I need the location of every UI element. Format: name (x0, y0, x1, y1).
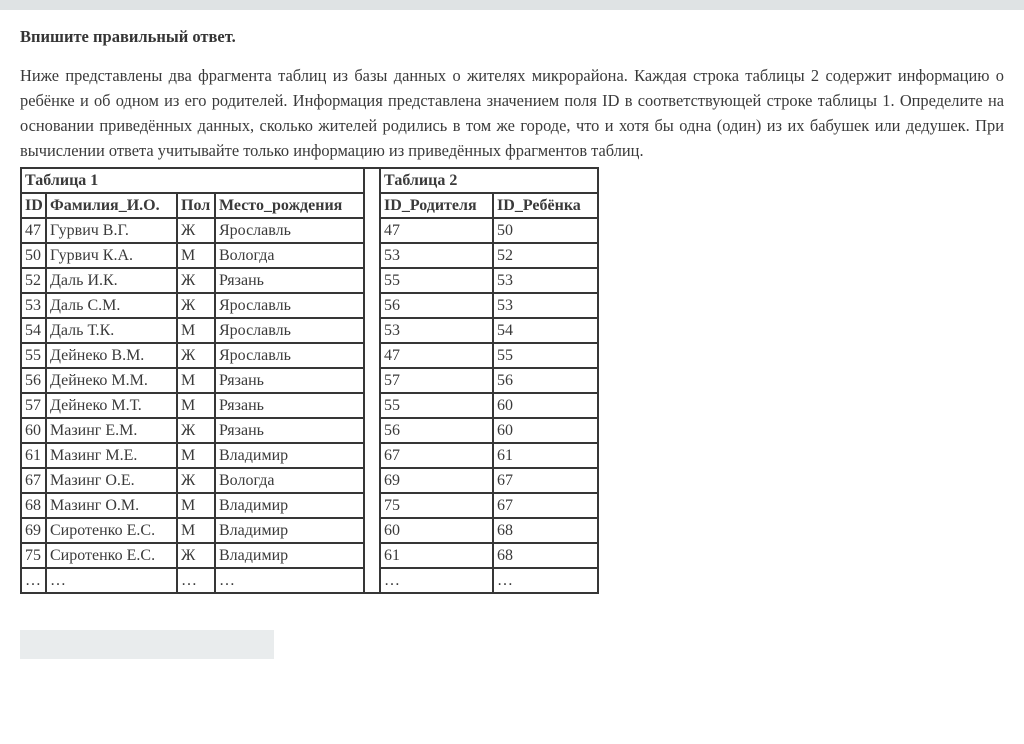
table-cell: 60 (21, 418, 46, 443)
table-cell: Гурвич К.А. (46, 243, 177, 268)
question-page (0, 10, 1024, 659)
table-cell: Мазинг О.М. (46, 493, 177, 518)
table-cell: М (177, 393, 215, 418)
table-cell: 53 (493, 293, 598, 318)
table-row (21, 443, 598, 468)
table-cell: 50 (493, 218, 598, 243)
table2-header-parent-id: ID_Родителя (380, 193, 493, 218)
table-cell: 75 (380, 493, 493, 518)
table-spacer-cell (364, 218, 380, 243)
table-cell: 75 (21, 543, 46, 568)
table-spacer-cell (364, 318, 380, 343)
top-bar (0, 0, 1024, 10)
table-cell: Сиротенко Е.С. (46, 518, 177, 543)
table-cell: … (380, 568, 493, 593)
table-cell: 68 (493, 543, 598, 568)
table-cell: 53 (380, 318, 493, 343)
table-cell: … (177, 568, 215, 593)
table-cell: 67 (493, 468, 598, 493)
table-cell: М (177, 493, 215, 518)
table-cell: 60 (493, 393, 598, 418)
table-cell: 61 (493, 443, 598, 468)
table-cell: Ярославль (215, 293, 364, 318)
table-cell: 56 (380, 293, 493, 318)
table-cell: Дейнеко В.М. (46, 343, 177, 368)
table-cell: … (493, 568, 598, 593)
table-cell: Рязань (215, 418, 364, 443)
table-cell: Вологда (215, 243, 364, 268)
table-cell: Владимир (215, 443, 364, 468)
table-row (21, 468, 598, 493)
table-row (21, 568, 598, 593)
table-cell: М (177, 518, 215, 543)
answer-input[interactable] (20, 630, 274, 659)
table-cell: 56 (21, 368, 46, 393)
table-cell: Ж (177, 468, 215, 493)
table-row (21, 493, 598, 518)
table-cell: Ж (177, 218, 215, 243)
prompt-heading: Впишите правильный ответ. (20, 27, 236, 46)
table-cell: Дейнеко М.М. (46, 368, 177, 393)
table-cell: 47 (21, 218, 46, 243)
table-title-row (21, 168, 598, 193)
table-row (21, 318, 598, 343)
table-cell: 67 (493, 493, 598, 518)
table-row (21, 343, 598, 368)
table-cell: Ярославль (215, 218, 364, 243)
table-cell: Ярославль (215, 343, 364, 368)
task-description: Ниже представлены два фрагмента таблиц из базы данных о жителях микрорайона. Каждая строка таблицы 2 содержит информацию о ребёнке и об одном из его родителей. Информация представлена значением поля ID в соответствующей строке таблицы 1. Определите на основании приведённых данных, сколько жителей родились в том же городе, что и хотя бы одна (один) из их бабушек или дедушек. При вычислении ответа учитывайте только информацию из приведённых фрагментов таблиц. (20, 66, 1004, 160)
table-row (21, 218, 598, 243)
table-cell: 47 (380, 343, 493, 368)
table-spacer-cell (364, 518, 380, 543)
table-cell: 53 (380, 243, 493, 268)
table-cell: Сиротенко Е.С. (46, 543, 177, 568)
table1-header-surname: Фамилия_И.О. (46, 193, 177, 218)
table-cell: Ж (177, 543, 215, 568)
table-header-row (21, 193, 598, 218)
table1-header-birthplace: Место_рождения (215, 193, 364, 218)
table-cell: 57 (380, 368, 493, 393)
table-cell: Даль Т.К. (46, 318, 177, 343)
table-cell: Рязань (215, 393, 364, 418)
table-cell: Владимир (215, 518, 364, 543)
table-row (21, 268, 598, 293)
table-cell: 69 (380, 468, 493, 493)
table-spacer-cell (364, 443, 380, 468)
table-cell: Ж (177, 293, 215, 318)
table-cell: М (177, 318, 215, 343)
table-cell: … (21, 568, 46, 593)
table-cell: 50 (21, 243, 46, 268)
table-cell: Мазинг Е.М. (46, 418, 177, 443)
table-cell: … (46, 568, 177, 593)
table-cell: 55 (21, 343, 46, 368)
table-cell: Мазинг О.Е. (46, 468, 177, 493)
table-cell: 68 (493, 518, 598, 543)
table-cell: 52 (21, 268, 46, 293)
table-cell: Вологда (215, 468, 364, 493)
table-cell: 61 (21, 443, 46, 468)
table-cell: 67 (380, 443, 493, 468)
table-spacer-cell (364, 193, 380, 218)
table-cell: 54 (493, 318, 598, 343)
table-cell: 60 (380, 518, 493, 543)
table-cell: 60 (493, 418, 598, 443)
table-row (21, 543, 598, 568)
table-cell: 54 (21, 318, 46, 343)
table-cell: 57 (21, 393, 46, 418)
table-spacer-cell (364, 343, 380, 368)
table-cell: Владимир (215, 543, 364, 568)
table1-header-id: ID (21, 193, 46, 218)
table-cell: 55 (380, 268, 493, 293)
table-cell: Мазинг М.Е. (46, 443, 177, 468)
database-tables (20, 167, 599, 594)
table-row (21, 518, 598, 543)
table-spacer-cell (364, 393, 380, 418)
table-row (21, 293, 598, 318)
table-spacer-cell (364, 568, 380, 593)
table-cell: Ж (177, 268, 215, 293)
table-spacer-cell (364, 268, 380, 293)
table-cell: Дейнеко М.Т. (46, 393, 177, 418)
table-cell: М (177, 443, 215, 468)
table-cell: 69 (21, 518, 46, 543)
table-spacer-cell (364, 368, 380, 393)
table-spacer-cell (364, 243, 380, 268)
table-cell: Даль И.К. (46, 268, 177, 293)
table-body (21, 168, 598, 593)
table-spacer-cell (364, 168, 380, 193)
table-cell: 68 (21, 493, 46, 518)
table-row (21, 418, 598, 443)
table-cell: Гурвич В.Г. (46, 218, 177, 243)
table-cell: 55 (493, 343, 598, 368)
table1-title: Таблица 1 (21, 168, 364, 193)
table-cell: Владимир (215, 493, 364, 518)
table-cell: 55 (380, 393, 493, 418)
table-cell: Рязань (215, 368, 364, 393)
table-cell: М (177, 243, 215, 268)
table-spacer-cell (364, 293, 380, 318)
table-cell: 47 (380, 218, 493, 243)
table-cell: … (215, 568, 364, 593)
table-cell: 61 (380, 543, 493, 568)
table-cell: 53 (21, 293, 46, 318)
table-cell: Рязань (215, 268, 364, 293)
table1-header-sex: Пол (177, 193, 215, 218)
table-cell: 67 (21, 468, 46, 493)
table-cell: Ярославль (215, 318, 364, 343)
table2-header-child-id: ID_Ребёнка (493, 193, 598, 218)
table-row (21, 243, 598, 268)
table-cell: Ж (177, 418, 215, 443)
table-cell: 56 (380, 418, 493, 443)
table-spacer-cell (364, 543, 380, 568)
table-spacer-cell (364, 468, 380, 493)
table2-title: Таблица 2 (380, 168, 598, 193)
table-cell: Ж (177, 343, 215, 368)
table-row (21, 368, 598, 393)
table-cell: 53 (493, 268, 598, 293)
table-cell: М (177, 368, 215, 393)
table-cell: 56 (493, 368, 598, 393)
table-cell: Даль С.М. (46, 293, 177, 318)
table-spacer-cell (364, 493, 380, 518)
table-cell: 52 (493, 243, 598, 268)
table-spacer-cell (364, 418, 380, 443)
table-row (21, 393, 598, 418)
